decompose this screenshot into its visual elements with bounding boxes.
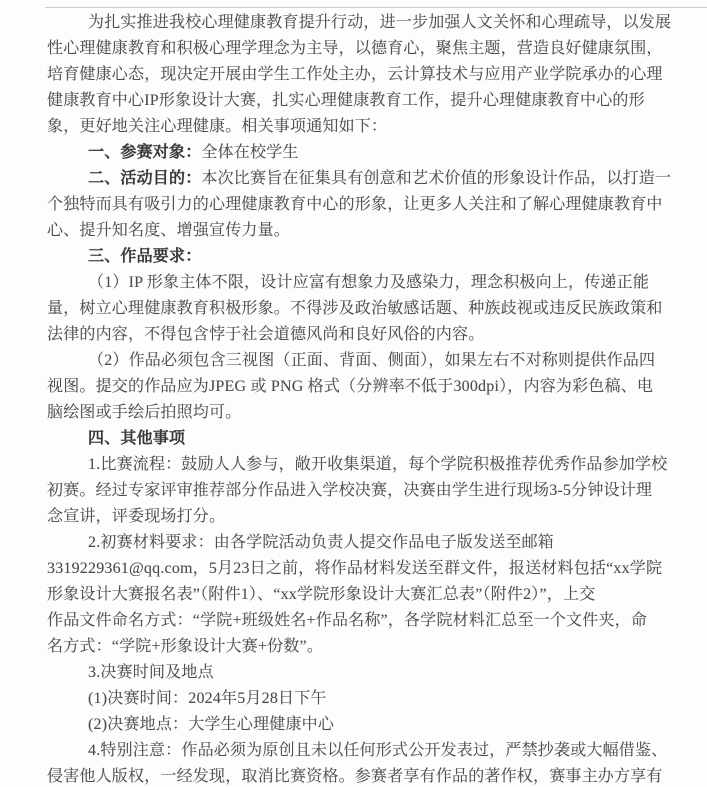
section-heading: 三、作品要求： xyxy=(88,248,202,265)
text-run: 视图。提交的作品应为JPEG 或 PNG 格式（分辨率不低于300dpi），内容为彩色稿、电 xyxy=(47,378,654,395)
text-line xyxy=(47,296,669,322)
page-top-rule xyxy=(45,7,707,8)
paragraph-requirement-1 xyxy=(47,270,669,348)
section-heading: 四、其他事项 xyxy=(88,430,186,447)
text-run: (1)决赛时间：2024年5月28日下午 xyxy=(88,690,327,707)
section-heading: 一、参赛对象： xyxy=(88,144,202,161)
text-line xyxy=(47,634,669,660)
text-line xyxy=(47,764,669,787)
section-heading: 二、活动目的： xyxy=(88,170,202,187)
text-line xyxy=(47,426,669,452)
paragraph-other-4-special-notice xyxy=(47,738,669,787)
text-run: 本次比赛旨在征集具有创意和艺术价值的形象设计作品，以打造一 xyxy=(201,170,672,187)
text-line xyxy=(47,608,669,634)
paragraph-section-4-other xyxy=(47,426,669,452)
text-line xyxy=(47,556,669,582)
text-run: 象，更好地关注心理健康。相关事项通知如下： xyxy=(47,118,388,135)
text-run: 个独特而具有吸引力的心理健康教育中心的形象，让更多人关注和了解心理健康教育中 xyxy=(47,196,663,213)
text-run: 3319229361@qq.com，5月23日之前，将作品材料发送至群文件，报送材料包括“xx学院 xyxy=(47,560,663,577)
paragraph-other-3-final-time-place xyxy=(47,660,669,686)
text-run: 初赛。经过专家评审推荐部分作品进入学校决赛，决赛由学生进行现场3-5分钟设计理 xyxy=(47,482,653,499)
text-line xyxy=(47,738,669,764)
text-run: 侵害他人版权，一经发现，取消比赛资格。参赛者享有作品的著作权，赛事主办方享有 xyxy=(47,768,663,785)
text-line xyxy=(47,374,669,400)
text-run: 法律的内容，不得包含悖于社会道德风尚和良好风俗的内容。 xyxy=(47,326,485,343)
text-line xyxy=(47,686,669,712)
text-line xyxy=(47,166,672,192)
text-run: 4.特别注意：作品必须为原创且未以任何形式公开发表过，严禁抄袭或大幅借鉴、 xyxy=(88,742,668,759)
text-run: 性心理健康教育和积极心理学理念为主导，以德育心，聚焦主题，营造良好健康氛围， xyxy=(47,40,663,57)
paragraph-final-place xyxy=(47,712,669,738)
text-run: 脑绘图或手绘后拍照均可。 xyxy=(47,404,242,421)
text-run: 1.比赛流程：鼓励人人参与，敞开收集渠道，每个学院积极推荐优秀作品参加学校 xyxy=(88,456,668,473)
text-line xyxy=(47,530,669,556)
text-run: (2)决赛地点：大学生心理健康中心 xyxy=(88,716,335,733)
text-line xyxy=(47,218,669,244)
text-line xyxy=(47,582,669,608)
text-run: 健康教育中心IP形象设计大赛，扎实心理健康教育工作，提升心理健康教育中心的形 xyxy=(47,92,645,109)
document-body xyxy=(47,10,672,787)
text-line xyxy=(47,270,669,296)
paragraph-other-2-materials xyxy=(47,530,669,660)
text-line xyxy=(47,244,669,270)
text-line xyxy=(47,348,669,374)
paragraph-other-1-process xyxy=(47,452,669,530)
text-line xyxy=(47,192,669,218)
text-line xyxy=(47,504,669,530)
text-line xyxy=(47,452,669,478)
paragraph-final-time xyxy=(47,686,669,712)
text-line xyxy=(47,36,669,62)
text-line xyxy=(47,88,669,114)
paragraph-intro xyxy=(47,10,672,140)
text-run: 作品文件命名方式：“学院+班级姓名+作品名称”，各学院材料汇总至一个文件夹，命 xyxy=(47,612,648,629)
paragraph-section-2-purpose xyxy=(47,166,672,244)
paragraph-section-3-requirements xyxy=(47,244,669,270)
text-line xyxy=(47,114,669,140)
text-run: 量，树立心理健康教育积极形象。不得涉及政治敏感话题、种族歧视或违反民族政策和 xyxy=(47,300,663,317)
paragraph-section-1-participants xyxy=(47,140,669,166)
text-run: 形象设计大赛报名表”（附件1）、“xx学院形象设计大赛汇总表”（附件2）”，上交 xyxy=(47,586,596,603)
text-run: 为扎实推进我校心理健康教育提升行动，进一步加强人文关怀和心理疏导，以发展 xyxy=(88,14,672,31)
text-line xyxy=(47,140,669,166)
text-run: （1）IP 形象主体不限，设计应富有想象力及感染力，理念积极向上，传递正能 xyxy=(88,274,650,291)
text-run: 名方式：“学院+形象设计大赛+份数”。 xyxy=(47,638,324,655)
text-run: 全体在校学生 xyxy=(201,144,299,161)
text-line xyxy=(47,10,672,36)
text-line xyxy=(47,478,669,504)
text-run: 培育健康心态，现决定开展由学生工作处主办，云计算技术与应用产业学院承办的心理 xyxy=(47,66,663,83)
text-run: （2）作品必须包含三视图（正面、背面、侧面），如果左右不对称则提供作品四 xyxy=(88,352,656,369)
paragraph-requirement-2 xyxy=(47,348,669,426)
text-line xyxy=(47,62,669,88)
text-run: 2.初赛材料要求：由各学院活动负责人提交作品电子版发送至邮箱 xyxy=(88,534,555,551)
text-line xyxy=(47,712,669,738)
text-run: 心、提升知名度、增强宣传力量。 xyxy=(47,222,291,239)
text-line xyxy=(47,322,669,348)
text-line xyxy=(47,400,669,426)
text-line xyxy=(47,660,669,686)
text-run: 3.决赛时间及地点 xyxy=(88,664,214,681)
text-run: 念宣讲，评委现场打分。 xyxy=(47,508,226,525)
